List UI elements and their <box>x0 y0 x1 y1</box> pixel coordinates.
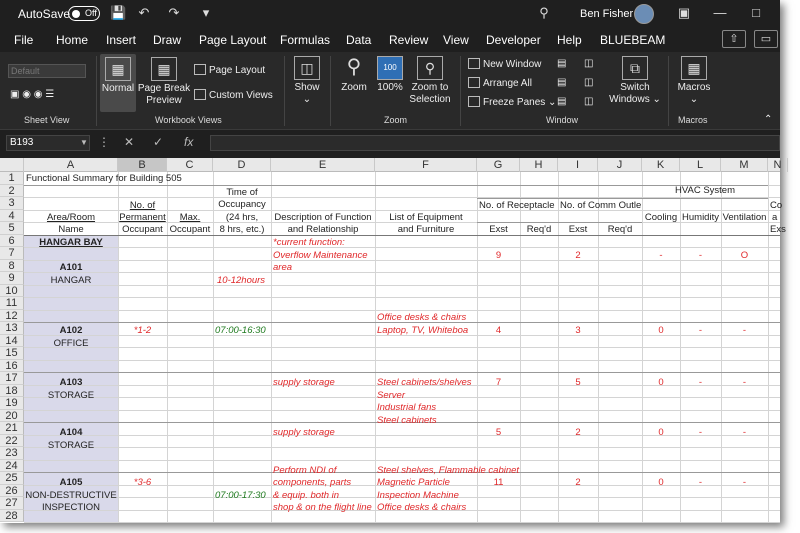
row-header[interactable]: 15 <box>0 347 24 360</box>
room-perm[interactable]: *1-2 <box>133 325 152 336</box>
minimize-icon[interactable]: — <box>713 5 727 20</box>
comm-exst[interactable]: 2 <box>575 427 581 438</box>
row-header[interactable]: 13 <box>0 322 24 335</box>
name-box-dropdown-icon[interactable]: ▼ <box>80 138 88 147</box>
gridline <box>24 310 780 311</box>
page-layout-button[interactable] <box>194 64 265 76</box>
page-break-label-1: Page Break <box>137 83 191 94</box>
header-humidity[interactable]: Humidity <box>682 212 719 223</box>
room-desc[interactable]: shop & on the flight line <box>273 502 372 513</box>
room-desc[interactable]: Overflow Maintenance <box>273 250 368 261</box>
page-break-preview-button[interactable] <box>137 54 191 112</box>
zoom-label: Zoom <box>341 82 367 93</box>
header-receptacle[interactable]: No. of Receptacle <box>479 200 555 211</box>
show-label: Show <box>294 82 320 93</box>
recept-exst[interactable]: 11 <box>493 477 504 488</box>
formula-bar <box>0 131 780 155</box>
custom-views-label: Custom Views <box>209 90 273 101</box>
column-header-k[interactable]: K <box>642 158 680 172</box>
humidity-value[interactable]: - <box>698 477 703 488</box>
humidity-value[interactable]: - <box>698 250 703 261</box>
header-perm-3[interactable]: Occupant <box>122 224 163 235</box>
reset-position-icon[interactable]: ◫ <box>584 96 594 107</box>
room-id[interactable]: A101 <box>59 262 83 273</box>
gridline <box>721 172 722 523</box>
menu-developer[interactable]: Developer <box>486 33 541 47</box>
arrange-all-button[interactable] <box>468 77 532 89</box>
menu-formulas[interactable]: Formulas <box>280 33 331 47</box>
row-header[interactable]: 8 <box>0 260 24 273</box>
room-equip[interactable]: Laptop, TV, Whiteboa <box>377 325 469 336</box>
row-header[interactable]: 5 <box>0 222 24 235</box>
row-header[interactable]: 1 <box>0 172 24 185</box>
recept-exst[interactable]: 9 <box>495 250 502 261</box>
header-max-2[interactable]: Occupant <box>169 224 211 235</box>
sheet-view-icons[interactable]: ▣ ◉ ◉ ☰ <box>10 89 55 100</box>
insert-function-icon[interactable]: fx <box>184 135 194 149</box>
row-header[interactable]: 22 <box>0 435 24 448</box>
ventilation-value[interactable]: O <box>740 250 749 261</box>
gridline <box>24 297 780 298</box>
header-time-3[interactable]: (24 hrs, <box>225 212 259 223</box>
hide-icon[interactable]: ▤ <box>557 77 567 88</box>
room-equip[interactable]: Office desks & chairs <box>377 312 467 323</box>
row-header[interactable]: 25 <box>0 472 24 485</box>
normal-label: Normal <box>101 83 135 94</box>
column-header-m[interactable]: M <box>721 158 768 172</box>
border-line <box>642 198 768 199</box>
gridline <box>24 522 780 523</box>
room-time[interactable]: 07:00-16:30 <box>215 325 266 336</box>
menu-insert[interactable]: Insert <box>106 33 137 47</box>
show-dropdown-icon: ⌄ <box>302 94 312 105</box>
cooling-value[interactable]: 0 <box>658 377 664 388</box>
column-headers <box>0 158 780 172</box>
zoom-100-button[interactable] <box>374 56 406 112</box>
column-header-j[interactable]: J <box>598 158 642 172</box>
divider <box>460 56 461 126</box>
switch-label-2: Windows <box>609 94 650 105</box>
save-icon[interactable]: 💾 <box>110 5 127 20</box>
menu-home[interactable]: Home <box>56 33 89 47</box>
redo-icon[interactable]: ↷ <box>168 5 180 20</box>
divider <box>668 56 669 126</box>
row-header[interactable]: 4 <box>0 210 24 223</box>
room-desc[interactable]: supply storage <box>273 377 335 388</box>
room-equip[interactable]: Steel cabinets/shelves <box>377 377 472 388</box>
border-line <box>477 198 642 199</box>
row-header[interactable]: 23 <box>0 447 24 460</box>
menu-help[interactable]: Help <box>557 33 582 47</box>
room-equip[interactable]: Steel shelves, Flammable cabinet <box>377 465 520 476</box>
grid-icon: ▦ <box>105 57 131 81</box>
show-button[interactable] <box>290 56 324 112</box>
new-window-button[interactable] <box>468 58 541 70</box>
border-line <box>477 222 642 223</box>
view-side-by-side-icon[interactable]: ◫ <box>584 58 594 69</box>
room-name[interactable]: STORAGE <box>47 440 95 451</box>
room-id[interactable]: A105 <box>59 477 83 488</box>
humidity-value[interactable]: - <box>698 325 703 336</box>
room-name[interactable]: STORAGE <box>47 390 95 401</box>
ventilation-value[interactable]: - <box>742 377 747 388</box>
comm-exst[interactable]: 3 <box>575 325 581 336</box>
column-header-i[interactable]: I <box>558 158 598 172</box>
header-reqd-h[interactable]: Req'd <box>526 224 552 235</box>
cooling-value[interactable]: - <box>659 250 663 261</box>
zoom-group-label: Zoom <box>384 115 408 125</box>
row-header[interactable]: 28 <box>0 510 24 523</box>
switch-label-1: Switch <box>620 82 650 93</box>
room-desc[interactable]: & equip. both in <box>273 490 340 501</box>
header-n-3[interactable]: Exs <box>770 224 786 235</box>
collapse-ribbon-icon[interactable]: ⌃ <box>764 114 773 125</box>
menu-review[interactable]: Review <box>389 33 429 47</box>
room-desc[interactable]: supply storage <box>273 427 335 438</box>
room-equip[interactable]: Magnetic Particle <box>377 477 450 488</box>
humidity-value[interactable]: - <box>698 377 703 388</box>
column-header-g[interactable]: G <box>477 158 520 172</box>
title-bar <box>0 0 780 28</box>
column-header-a[interactable]: A <box>24 158 118 172</box>
magnifier-icon: ⚲ <box>346 56 362 78</box>
room-name[interactable]: NON-DESTRUCTIVE <box>25 490 117 501</box>
room-id[interactable]: A102 <box>59 325 83 336</box>
new-window-label: New Window <box>483 59 542 70</box>
divider <box>330 56 331 126</box>
room-desc[interactable]: Perform NDI of <box>273 465 337 476</box>
unhide-icon[interactable]: ▤ <box>557 96 567 107</box>
row-header[interactable]: 2 <box>0 185 24 198</box>
normal-view-button[interactable] <box>100 54 136 112</box>
ribbon <box>0 52 780 130</box>
autosave-toggle[interactable]: Off <box>68 6 100 21</box>
menu-bar <box>0 28 780 52</box>
user-name[interactable]: Ben Fisher <box>580 8 634 20</box>
row-header[interactable]: 14 <box>0 335 24 348</box>
humidity-value[interactable]: - <box>698 427 703 438</box>
page-layout-icon <box>194 64 206 75</box>
arrange-all-icon <box>468 77 480 88</box>
room-id[interactable]: A104 <box>59 427 83 438</box>
sheet-view-group-label: Sheet View <box>24 115 70 125</box>
room-time[interactable]: 07:00-17:30 <box>215 490 266 501</box>
menu-page-layout[interactable]: Page Layout <box>199 33 267 47</box>
column-header-n[interactable]: N <box>768 158 788 172</box>
zoom-selection-icon: ⚲ <box>417 56 443 80</box>
header-time-2[interactable]: Occupancy <box>218 199 266 210</box>
header-name[interactable]: Name <box>58 224 84 235</box>
header-time-4[interactable]: 8 hrs, etc.) <box>219 224 265 235</box>
row-header[interactable]: 17 <box>0 372 24 385</box>
header-cooling[interactable]: Cooling <box>644 212 678 223</box>
header-perm-2[interactable]: Permanent <box>119 212 166 223</box>
column-header-h[interactable]: H <box>520 158 558 172</box>
row-header[interactable]: 21 <box>0 422 24 435</box>
comm-exst[interactable]: 5 <box>575 377 581 388</box>
autosave-label: AutoSave <box>18 7 71 21</box>
macros-label: Macros <box>677 82 711 93</box>
row-header[interactable]: 9 <box>0 272 24 285</box>
header-exst-g[interactable]: Exst <box>489 224 508 235</box>
menu-file[interactable]: File <box>14 33 34 47</box>
border-line <box>24 372 780 373</box>
room-equip[interactable]: Server <box>377 390 405 401</box>
recept-exst[interactable]: 7 <box>495 377 502 388</box>
header-n-1[interactable]: Co <box>770 200 783 211</box>
header-reqd-j[interactable]: Req'd <box>607 224 633 235</box>
room-equip[interactable]: Office desks & chairs <box>377 502 467 513</box>
room-name[interactable]: INSPECTION <box>41 502 101 513</box>
worksheet-grid[interactable] <box>0 158 786 523</box>
zoom-button[interactable] <box>336 56 372 112</box>
cooling-value[interactable]: 0 <box>658 427 664 438</box>
ventilation-value[interactable]: - <box>742 325 747 336</box>
custom-views-icon <box>194 89 206 100</box>
row-header[interactable]: 26 <box>0 485 24 498</box>
header-ventilation[interactable]: Ventilation <box>722 212 767 223</box>
sheet-view-dropdown[interactable]: Default <box>8 64 86 78</box>
column-header-c[interactable]: C <box>167 158 213 172</box>
formula-input[interactable] <box>210 135 780 151</box>
page-layout-label: Page Layout <box>209 65 266 76</box>
macros-group-label: Macros <box>678 115 708 125</box>
show-icon: ◫ <box>294 56 320 80</box>
arrange-all-label: Arrange All <box>483 78 532 89</box>
sheet-title[interactable]: Functional Summary for Building 505 <box>26 173 182 184</box>
gridline <box>768 172 769 523</box>
row-header[interactable]: 20 <box>0 410 24 423</box>
header-time-1[interactable]: Time of <box>226 187 258 198</box>
maximize-icon[interactable]: □ <box>752 5 760 20</box>
room-time[interactable]: 10-12hours <box>217 275 266 286</box>
zoom-to-selection-button[interactable] <box>406 56 454 112</box>
gridline <box>24 347 780 348</box>
row-header[interactable]: 11 <box>0 297 24 310</box>
hangar-bay-label[interactable]: HANGAR BAY <box>39 237 103 248</box>
sync-scroll-icon[interactable]: ◫ <box>584 77 594 88</box>
column-header-l[interactable]: L <box>680 158 721 172</box>
room-id[interactable]: A103 <box>59 377 83 388</box>
recept-exst[interactable]: 4 <box>495 325 502 336</box>
share-icon[interactable]: ⇧ <box>722 30 746 48</box>
zoom-sel-label-1: Zoom to <box>411 82 449 93</box>
room-perm[interactable]: *3-6 <box>133 477 152 488</box>
macros-icon: ▦ <box>681 56 707 80</box>
page-break-icon: ▦ <box>151 57 177 81</box>
header-area-room[interactable]: Area/Room <box>46 212 96 223</box>
undo-icon[interactable]: ↶ <box>138 5 150 20</box>
split-icon[interactable]: ▤ <box>557 58 567 69</box>
row-header[interactable]: 12 <box>0 310 24 323</box>
comm-exst[interactable]: 2 <box>575 477 581 488</box>
select-all-corner[interactable] <box>0 158 24 172</box>
ventilation-value[interactable]: - <box>742 477 747 488</box>
zoom-100-icon: 100 <box>377 56 403 80</box>
window-group-label: Window <box>546 115 579 125</box>
page-break-label-2: Preview <box>146 95 182 106</box>
gridline <box>24 285 780 286</box>
header-hvac[interactable]: HVAC System <box>674 185 735 196</box>
room-name[interactable]: HANGAR <box>50 275 92 286</box>
ribbon-display-icon[interactable]: ▣ <box>677 5 691 20</box>
name-box[interactable]: B193 <box>6 135 90 151</box>
avatar[interactable] <box>634 4 654 24</box>
room-equip[interactable]: Steel cabinets <box>377 415 437 426</box>
switch-windows-icon: ⧉ <box>622 56 648 80</box>
column-header-f[interactable]: F <box>375 158 477 172</box>
room-name[interactable]: OFFICE <box>53 338 89 349</box>
zoom-sel-label-2: Selection <box>409 94 451 105</box>
header-exst-i[interactable]: Exst <box>568 224 588 235</box>
header-comm-outlet[interactable]: No. of Comm Outle <box>560 200 642 211</box>
gridline <box>642 172 643 523</box>
comm-exst[interactable]: 2 <box>575 250 581 261</box>
column-header-b[interactable]: B <box>118 158 167 172</box>
gridline <box>24 360 780 361</box>
header-perm-1[interactable]: No. of <box>129 200 156 211</box>
room-desc[interactable]: components, parts <box>273 477 352 488</box>
header-n-2[interactable]: a <box>772 212 778 223</box>
cooling-value[interactable]: 0 <box>658 325 664 336</box>
row-header[interactable]: 16 <box>0 360 24 373</box>
header-equip-2[interactable]: and Furniture <box>397 224 455 235</box>
recept-exst[interactable]: 5 <box>495 427 502 438</box>
divider <box>284 56 285 126</box>
enter-icon[interactable]: ✓ <box>153 135 164 149</box>
freeze-panes-button[interactable]: Freeze Panes ⌄ <box>468 96 556 108</box>
row-header[interactable]: 10 <box>0 285 24 298</box>
freeze-panes-icon <box>468 96 480 107</box>
search-icon[interactable]: ⚲ <box>539 5 549 20</box>
custom-views-button[interactable] <box>194 89 273 101</box>
cancel-icon[interactable]: ✕ <box>124 135 135 149</box>
header-desc-1[interactable]: Description of Function <box>274 212 372 223</box>
freeze-panes-label: Freeze Panes <box>483 97 546 108</box>
zoom-100-label: 100% <box>377 82 403 93</box>
new-window-icon <box>468 58 480 69</box>
room-equip[interactable]: Industrial fans <box>377 402 437 413</box>
room-desc[interactable]: area <box>273 262 293 273</box>
more-icon[interactable]: ⋮ <box>98 135 110 149</box>
header-desc-2[interactable]: and Relationship <box>287 224 359 235</box>
row-header[interactable]: 6 <box>0 235 24 248</box>
room-desc[interactable]: *current function: <box>273 237 345 248</box>
gridline <box>24 247 780 248</box>
row-header[interactable]: 27 <box>0 497 24 510</box>
cooling-value[interactable]: 0 <box>658 477 664 488</box>
row-header[interactable]: 19 <box>0 397 24 410</box>
menu-bluebeam[interactable]: BLUEBEAM <box>600 33 666 47</box>
macros-button[interactable]: ▦ Macros ⌄ <box>674 56 714 112</box>
ventilation-value[interactable]: - <box>742 427 747 438</box>
row-header[interactable]: 7 <box>0 247 24 260</box>
menu-view[interactable]: View <box>443 28 469 54</box>
comments-icon[interactable]: ▭ <box>754 30 778 48</box>
menu-draw[interactable]: Draw <box>153 33 182 47</box>
header-max-1[interactable]: Max. <box>179 212 201 223</box>
gridline <box>24 272 780 273</box>
row-header[interactable]: 18 <box>0 385 24 398</box>
customize-qat-icon[interactable]: ▾ <box>202 5 210 20</box>
switch-windows-button[interactable]: ⧉ Switch Windows ⌄ <box>608 56 662 112</box>
row-header[interactable]: 3 <box>0 197 24 210</box>
workbook-views-group-label: Workbook Views <box>155 115 222 125</box>
gridline <box>680 172 681 523</box>
room-equip[interactable]: Inspection Machine <box>377 490 459 501</box>
divider <box>96 56 97 126</box>
row-header[interactable]: 24 <box>0 460 24 473</box>
column-header-d[interactable]: D <box>213 158 271 172</box>
header-equip-1[interactable]: List of Equipment <box>389 212 463 223</box>
menu-data[interactable]: Data <box>346 33 372 47</box>
gridline <box>24 447 780 448</box>
gridline <box>24 460 780 461</box>
column-header-e[interactable]: E <box>271 158 375 172</box>
